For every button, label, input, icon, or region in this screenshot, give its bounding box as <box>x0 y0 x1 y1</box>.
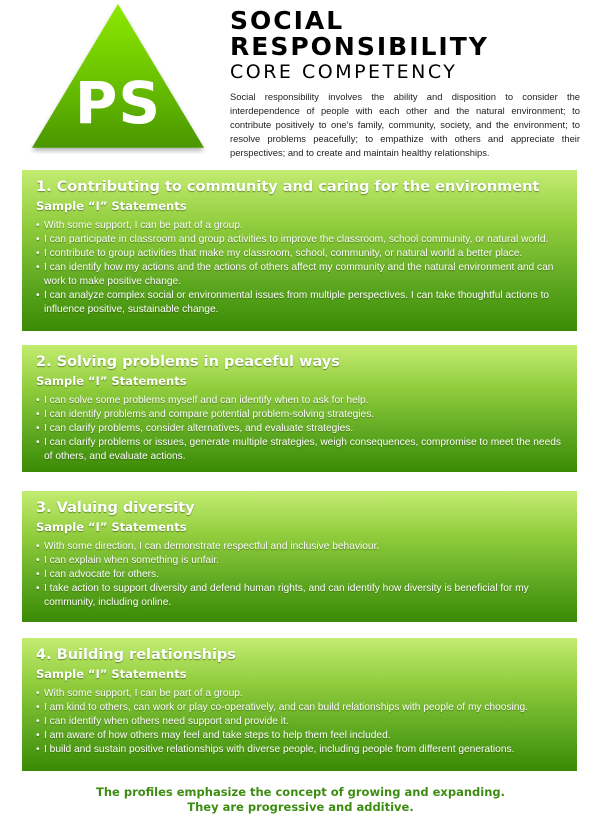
logo-text: PS <box>74 69 162 137</box>
section-subtitle: Sample “I” Statements <box>36 667 187 681</box>
bullet-icon: • <box>36 437 40 448</box>
subtitle: CORE COMPETENCY <box>230 61 458 83</box>
statement-item: • I can advocate for others. <box>36 569 159 580</box>
section-contributing <box>22 170 577 331</box>
footer-note <box>0 785 601 815</box>
statement-item: • I am kind to others, can work or play co-operatively, and can build relationships with people of my choosing. <box>36 702 528 713</box>
section-subtitle: Sample “I” Statements <box>36 199 187 213</box>
statement-item: • I can clarify problems or issues, generate multiple strategies, weigh consequences, compromise to meet the needs of others, and evaluate actions. <box>36 437 561 462</box>
bullet-icon: • <box>36 688 40 699</box>
bullet-icon: • <box>36 541 40 552</box>
footer-line-2: They are progressive and additive. <box>187 800 414 814</box>
title-line-2: RESPONSIBILITY <box>230 32 489 61</box>
section-building-relationships <box>22 638 577 771</box>
statement-item: • With some support, I can be part of a group. <box>36 220 243 231</box>
footer-line-1: The profiles emphasize the concept of growing and expanding. <box>96 785 505 799</box>
bullet-icon: • <box>36 555 40 566</box>
bullet-icon: • <box>36 730 40 741</box>
section-title: 4. Building relationships <box>36 647 236 663</box>
statement-item: • I can identify when others need support and provide it. <box>36 716 289 727</box>
statement-item: • I can solve some problems myself and can identify when to ask for help. <box>36 395 369 406</box>
statement-item: • With some support, I can be part of a group. <box>36 688 243 699</box>
section-valuing-diversity <box>22 491 577 622</box>
section-solving-problems <box>22 345 577 472</box>
statement-item: • With some direction, I can demonstrate respectful and inclusive behaviour. <box>36 541 380 552</box>
bullet-icon: • <box>36 744 40 755</box>
ps-logo-triangle <box>28 4 208 154</box>
bullet-icon: • <box>36 234 40 245</box>
bullet-icon: • <box>36 220 40 231</box>
statement-item: • I can clarify problems, consider alternatives, and evaluate strategies. <box>36 423 354 434</box>
header <box>230 8 580 160</box>
bullet-icon: • <box>36 395 40 406</box>
bullet-icon: • <box>36 262 40 273</box>
statement-item: • I can analyze complex social or environmental issues from multiple perspectives. I can take thoughtful actions to influence positive, sustainable change. <box>36 290 550 315</box>
statement-item: • I can identify problems and compare potential problem-solving strategies. <box>36 409 375 420</box>
statement-item: • I can identify how my actions and the actions of others affect my community and the natural environment and can work to make positive change. <box>36 262 554 287</box>
statement-list <box>36 540 563 610</box>
statement-item: • I can explain when something is unfair. <box>36 555 219 566</box>
section-subtitle: Sample “I” Statements <box>36 374 187 388</box>
section-subtitle: Sample “I” Statements <box>36 520 187 534</box>
bullet-icon: • <box>36 423 40 434</box>
statement-item: • I contribute to group activities that make my classroom, school, community, or natural world a better place. <box>36 248 523 259</box>
section-title: 3. Valuing diversity <box>36 500 195 516</box>
statement-list <box>36 394 563 464</box>
bullet-icon: • <box>36 702 40 713</box>
section-title: 2. Solving problems in peaceful ways <box>36 354 340 370</box>
statement-item: • I can participate in classroom and group activities to improve the classroom, school community, or natural world. <box>36 234 549 245</box>
bullet-icon: • <box>36 569 40 580</box>
bullet-icon: • <box>36 409 40 420</box>
statement-item: • I build and sustain positive relationships with diverse people, including people from different generations. <box>36 744 515 755</box>
bullet-icon: • <box>36 716 40 727</box>
statement-item: • I am aware of how others may feel and take steps to help them feel included. <box>36 730 391 741</box>
bullet-icon: • <box>36 248 40 259</box>
statement-list <box>36 687 563 757</box>
title-line-1: SOCIAL <box>230 6 345 35</box>
statement-list <box>36 219 563 317</box>
bullet-icon: • <box>36 290 40 301</box>
statement-item: • I take action to support diversity and defend human rights, and can identify how diversity is beneficial for my community, including online. <box>36 583 529 608</box>
bullet-icon: • <box>36 583 40 594</box>
section-title: 1. Contributing to community and caring for the environment <box>36 179 540 195</box>
intro-paragraph: Social responsibility involves the ability and disposition to consider the interdependence of people with each other and the natural environment; to contribute positively to one’s family, community, society, and the environment; to resolve problems peacefully; to empathize with others and appreciate their perspectives; and to create and maintain healthy relationships. <box>230 91 580 158</box>
